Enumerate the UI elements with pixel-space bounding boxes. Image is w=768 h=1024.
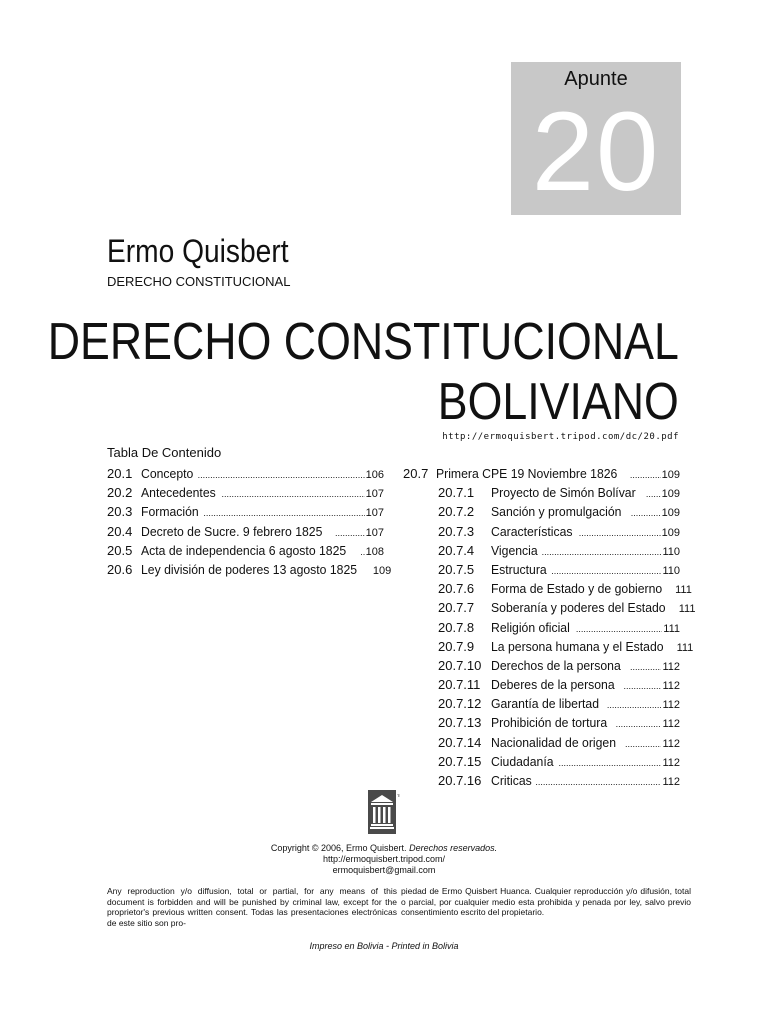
toc-entry-page: 107 [365, 507, 384, 520]
toc-entry-number: 20.7.14 [438, 734, 482, 750]
toc-entry-page: 107 [365, 526, 384, 539]
toc-entry-title: Religión oficial [491, 619, 570, 635]
title-line-1: DERECHO CONSTITUCIONAL [47, 313, 679, 371]
document-title [48, 312, 679, 432]
toc-entry-page: 106 [365, 469, 384, 481]
toc-entry-title: Acta de independencia 6 agosto 1825 [141, 542, 347, 558]
toc-entry-number: 20.7.10 [438, 657, 482, 673]
toc-entry-page: 107 [365, 488, 384, 501]
toc-leader-dots [607, 700, 662, 710]
toc-leader-dots [559, 758, 662, 768]
toc-entry-title: Concepto [141, 466, 194, 481]
toc-entry-title: Soberanía y poderes del Estado [491, 600, 666, 616]
toc-entry-number: 20.7.9 [438, 638, 475, 654]
printed-in-note: Impreso en Bolivia - Printed in Bolivia [309, 941, 459, 951]
toc-entry-number: 20.7.5 [438, 561, 475, 577]
apunte-badge [511, 62, 681, 215]
toc-entry[interactable] [403, 504, 680, 523]
toc-entry-number: 20.7.3 [438, 523, 475, 539]
toc-entry[interactable] [403, 466, 680, 485]
toc-entry-title: Deberes de la persona [491, 677, 615, 693]
author-name: Ermo Quisbert [107, 233, 289, 269]
toc-leader-dots [360, 547, 364, 557]
toc-entry-title: Vigencia [491, 542, 538, 558]
toc-entry[interactable] [403, 600, 696, 619]
toc-entry-title: Características [491, 523, 573, 539]
toc-leader-dots [624, 681, 662, 691]
toc-entry-page: 111 [676, 641, 694, 654]
toc-entry-title: Sanción y promulgación [491, 504, 622, 520]
toc-entry-number: 20.7.1 [438, 485, 475, 501]
toc-entry[interactable] [107, 504, 384, 523]
toc-leader-dots [222, 489, 365, 499]
toc-entry-number: 20.2 [107, 485, 133, 501]
toc-entry-number: 20.5 [107, 542, 133, 558]
toc-entry-title: Derechos de la persona [491, 657, 621, 673]
toc-entry-page: 110 [662, 564, 680, 577]
badge-number: 20 [531, 89, 661, 214]
toc-entry[interactable] [403, 773, 680, 792]
toc-entry[interactable] [107, 466, 384, 485]
toc-entry-page: 112 [662, 680, 680, 693]
toc-left-column [107, 466, 392, 581]
email-link[interactable]: ermoquisbert@gmail.com [332, 865, 436, 875]
rights-reserved: Derechos reservados. [409, 843, 498, 853]
toc-entry-page: 112 [662, 756, 680, 769]
toc-entry[interactable] [403, 696, 680, 715]
toc-entry-title: Primera CPE 19 Noviembre 1826 [436, 466, 618, 481]
toc-entry-number: 20.4 [107, 523, 133, 539]
toc-entry-title: Prohibición de tortura [491, 715, 608, 731]
toc-entry[interactable] [403, 735, 680, 754]
toc-leader-dots [631, 508, 661, 518]
toc-entry-page: 109 [661, 526, 680, 539]
toc-entry[interactable] [107, 524, 384, 543]
copyright-block [0, 843, 768, 876]
toc-entry-number: 20.1 [107, 466, 133, 481]
legal-notice-english: Any reproduction y/o diffusion, total or partial, for any means of this document is forbidden and will be punished by criminal law, except for the proprietor's previous written consent. Todas las presentaciones electrónicas de este sitio son pro- [107, 886, 397, 928]
toc-entry-page: 109 [661, 469, 680, 481]
toc-entry-title: Ciudadanía [491, 753, 554, 769]
toc-entry-page: 112 [662, 718, 680, 731]
toc-entry[interactable] [107, 543, 384, 562]
toc-entry-title: Formación [141, 504, 199, 520]
toc-entry-number: 20.7.12 [438, 696, 482, 712]
toc-entry[interactable] [403, 581, 692, 600]
toc-entry-page: 108 [365, 545, 384, 558]
toc-entry-number: 20.7.2 [438, 504, 475, 520]
toc-entry-page: 112 [662, 776, 680, 788]
toc-entry[interactable] [107, 561, 392, 581]
legal-notice-spanish: piedad de Ermo Quisbert Huanca. Cualquier reproducción y/o difusión, total o parcial, por cualquier medio esta prohibida y penada por ley, salvo previo consentimiento escrito del propietario. [401, 886, 691, 917]
trademark-mark: T [397, 793, 400, 798]
toc-entry-title: Proyecto de Simón Bolívar [491, 485, 636, 501]
toc-leader-dots [630, 662, 661, 672]
toc-entry-number: 20.7.7 [438, 600, 475, 616]
toc-leader-dots [535, 777, 661, 787]
toc-entry[interactable] [403, 677, 680, 696]
toc-entry-title: Estructura [491, 561, 547, 577]
toc-entry[interactable] [403, 562, 680, 581]
toc-entry-title: Decreto de Sucre. 9 febrero 1825 [141, 523, 323, 539]
toc-entry-page: 112 [662, 737, 680, 750]
copyright-text: Copyright © 2006, Ermo Quisbert. [270, 843, 407, 853]
toc-entry-page: 111 [663, 622, 680, 635]
toc-entry-title: Antecedentes [141, 485, 216, 501]
toc-leader-dots [551, 566, 661, 576]
toc-entry-title: Garantía de libertad [491, 696, 600, 712]
toc-entry-title: Criticas [491, 773, 532, 788]
toc-entry-title: Ley división de poderes 13 agosto 1825 [141, 561, 358, 577]
badge-label: Apunte [564, 68, 628, 90]
toc-leader-dots [198, 470, 365, 480]
toc-leader-dots [542, 547, 662, 557]
toc-leader-dots [630, 470, 661, 480]
toc-entry-page: 110 [662, 545, 680, 558]
toc-entry-title: Nacionalidad de origen [491, 734, 617, 750]
columns-building-icon [368, 790, 400, 836]
toc-entry[interactable] [403, 485, 680, 504]
subject-label: DERECHO CONSTITUCIONAL [107, 274, 291, 289]
toc-entry-number: 20.3 [107, 504, 133, 520]
toc-leader-dots [646, 489, 661, 499]
toc-entry-number: 20.6 [107, 561, 133, 577]
toc-entry-page: 111 [675, 584, 692, 597]
toc-entry-number: 20.7.6 [438, 581, 475, 597]
toc-entry[interactable] [107, 485, 384, 504]
toc-entry-title: Forma de Estado y de gobierno [491, 581, 663, 597]
toc-leader-dots [203, 508, 364, 518]
toc-entry[interactable] [403, 658, 680, 677]
toc-heading: Tabla De Contenido [107, 445, 222, 460]
toc-entry-page: 109 [661, 507, 680, 520]
toc-entry[interactable] [403, 715, 680, 734]
document-url[interactable]: http://ermoquisbert.tripod.com/dc/20.pdf [442, 432, 679, 442]
toc-entry-number: 20.7.8 [438, 619, 475, 635]
toc-entry-number: 20.7.11 [438, 677, 481, 693]
toc-leader-dots [625, 739, 661, 749]
toc-entry-number: 20.7.13 [438, 715, 482, 731]
toc-entry-page: 112 [662, 660, 680, 673]
toc-entry-page: 109 [372, 564, 392, 577]
toc-right-column [403, 466, 696, 792]
toc-entry-number: 20.7 [403, 466, 429, 481]
toc-entry[interactable] [403, 524, 680, 543]
toc-entry-page: 109 [661, 488, 680, 501]
toc-entry[interactable] [403, 620, 680, 639]
toc-leader-dots [576, 624, 662, 634]
toc-entry[interactable] [403, 638, 694, 658]
toc-entry-number: 20.7.15 [438, 753, 482, 769]
toc-entry-title: La persona humana y el Estado [491, 638, 664, 654]
title-line-2: BOLIVIANO [437, 373, 679, 431]
toc-leader-dots [335, 528, 365, 538]
toc-entry-page: 111 [678, 603, 696, 616]
toc-entry-page: 112 [662, 699, 680, 712]
toc-leader-dots [616, 719, 662, 729]
toc-entry[interactable] [403, 543, 680, 562]
toc-entry[interactable] [403, 754, 680, 773]
toc-leader-dots [579, 528, 661, 538]
toc-entry-number: 20.7.4 [438, 542, 475, 558]
toc-entry-number: 20.7.16 [438, 773, 482, 788]
site-link[interactable]: http://ermoquisbert.tripod.com/ [322, 854, 446, 864]
copyright-line [0, 843, 768, 854]
